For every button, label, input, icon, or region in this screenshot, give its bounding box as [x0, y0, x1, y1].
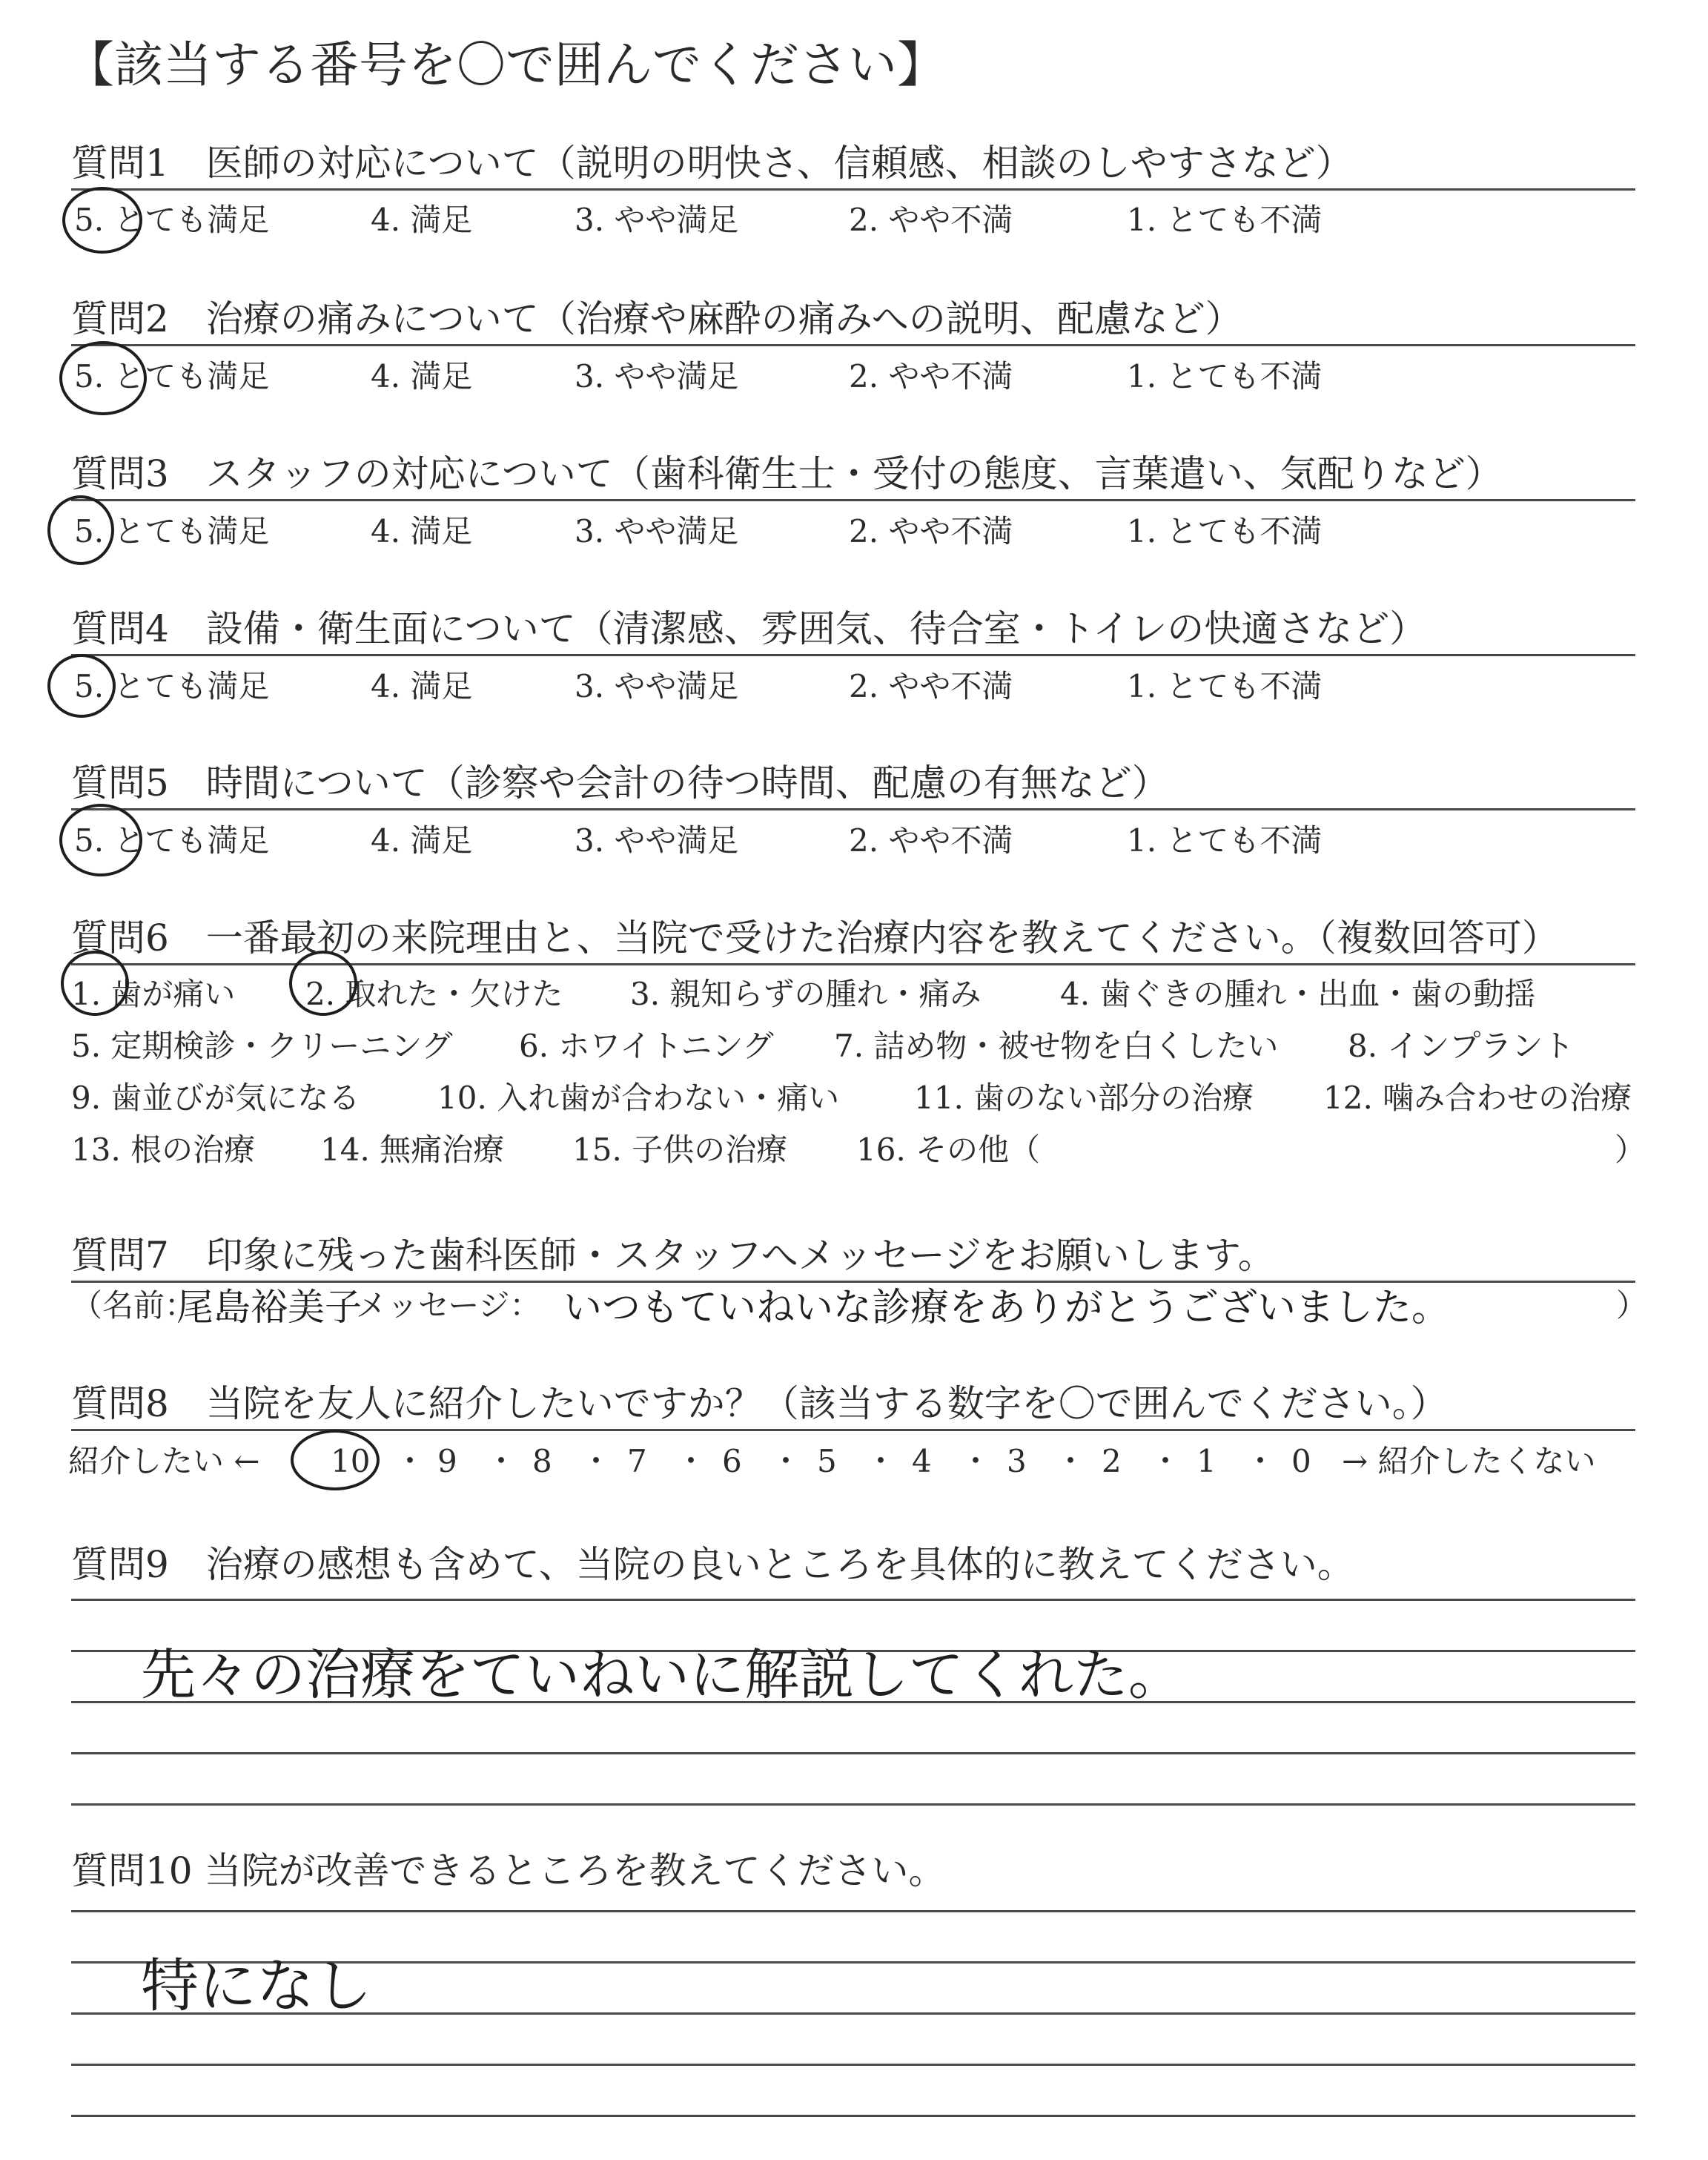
q1-option-3[interactable]: 3. やや満足	[575, 202, 739, 238]
q8-right-label: → 紹介したくない	[1342, 1443, 1596, 1479]
q7-message-label: メッセージ：	[356, 1287, 541, 1324]
q7-title: 質問7 印象に残った歯科医師・スタッフへメッセージをお願いします。	[71, 1234, 1275, 1277]
q6-option-3[interactable]: 3. 親知らずの腫れ・痛み	[630, 976, 982, 1012]
q5-option-3[interactable]: 3. やや満足	[575, 822, 739, 859]
q7-close: ）	[1616, 1287, 1648, 1324]
q4-option-5[interactable]: 5. とても満足	[74, 668, 270, 704]
q3-option-4[interactable]: 4. 満足	[371, 513, 473, 549]
q2-option-1[interactable]: 1. とても不満	[1127, 358, 1323, 394]
q6-option-4[interactable]: 4. 歯ぐきの腫れ・出血・歯の動揺	[1060, 976, 1536, 1012]
q2-option-2[interactable]: 2. やや不満	[849, 358, 1013, 394]
q8-scale-9[interactable]: 9	[437, 1443, 457, 1479]
q5-option-5[interactable]: 5. とても満足	[74, 822, 270, 859]
q6-option-7[interactable]: 7. 詰め物・被せ物を白くしたい	[834, 1028, 1279, 1064]
q6-option-11[interactable]: 11. 歯のない部分の治療	[914, 1080, 1254, 1116]
q2-rule	[71, 344, 1635, 346]
q8-dot: ・	[865, 1443, 897, 1479]
q6-option-13[interactable]: 13. 根の治療	[71, 1132, 256, 1168]
q6-option-15[interactable]: 15. 子供の治療	[572, 1132, 788, 1168]
q6-option-14[interactable]: 14. 無痛治療	[320, 1132, 505, 1168]
q3-option-5[interactable]: 5. とても満足	[74, 513, 270, 549]
q4-selection-circle	[47, 654, 116, 718]
q8-scale-10[interactable]: 10	[331, 1443, 371, 1479]
q3-option-1[interactable]: 1. とても不満	[1127, 513, 1323, 549]
q8-dot: ・	[675, 1443, 707, 1479]
q8-scale-5[interactable]: 5	[817, 1443, 837, 1479]
q1-option-1[interactable]: 1. とても不満	[1127, 202, 1323, 238]
q2-option-3[interactable]: 3. やや満足	[575, 358, 739, 394]
q8-scale-1[interactable]: 1	[1196, 1443, 1217, 1479]
q6-option-6[interactable]: 6. ホワイトニング	[519, 1028, 774, 1064]
q5-title: 質問5 時間について（診察や会計の待つ時間、配慮の有無など）	[71, 762, 1169, 805]
q5-option-4[interactable]: 4. 満足	[371, 822, 473, 859]
q8-dot: ・	[580, 1443, 612, 1479]
q4-rule	[71, 654, 1635, 656]
q6-option-10[interactable]: 10. 入れ歯が合わない・痛い	[437, 1080, 840, 1116]
q3-title: 質問3 スタッフの対応について（歯科衛生士・受付の態度、言葉遣い、気配りなど）	[71, 452, 1503, 495]
q6-selection-circle-1	[61, 951, 129, 1016]
q9-title: 質問9 治療の感想も含めて、当院の良いところを具体的に教えてください。	[71, 1543, 1354, 1586]
q8-dot: ・	[1055, 1443, 1087, 1479]
q7-message-handwritten[interactable]: いつもていねいな診療をありがとうございました。	[563, 1286, 1451, 1330]
q5-option-2[interactable]: 2. やや不満	[849, 822, 1013, 859]
q10-answer-handwritten[interactable]: 特になし	[141, 1953, 373, 2020]
q10-title: 質問10 当院が改善できるところを教えてください。	[71, 1849, 946, 1892]
q6-selection-circle-2	[289, 951, 357, 1016]
q3-selection-circle	[47, 495, 114, 565]
q8-dot: ・	[1150, 1443, 1182, 1479]
q9-line-5	[71, 1803, 1635, 1806]
q8-dot: ・	[1245, 1443, 1277, 1479]
q10-line-1	[71, 1910, 1635, 1912]
q4-option-3[interactable]: 3. やや満足	[575, 668, 739, 704]
q8-rule	[71, 1429, 1635, 1431]
q8-dot: ・	[486, 1443, 517, 1479]
q7-rule	[71, 1281, 1635, 1283]
q8-dot: ・	[394, 1443, 426, 1479]
q8-scale-8[interactable]: 8	[532, 1443, 552, 1479]
q6-option-12[interactable]: 12. 噛み合わせの治療	[1323, 1080, 1632, 1116]
q6-option-2[interactable]: 2. 取れた・欠けた	[305, 976, 563, 1012]
q6-option-16[interactable]: 16. その他（	[856, 1132, 1041, 1168]
q8-scale-6[interactable]: 6	[722, 1443, 742, 1479]
q4-title: 質問4 設備・衛生面について（清潔感、雰囲気、待合室・トイレの快適さなど）	[71, 607, 1427, 650]
q1-selection-circle	[62, 187, 142, 254]
q8-scale-7[interactable]: 7	[627, 1443, 647, 1479]
q10-line-4	[71, 2064, 1635, 2066]
q2-option-4[interactable]: 4. 満足	[371, 358, 473, 394]
q2-title: 質問2 治療の痛みについて（治療や麻酔の痛みへの説明、配慮など）	[71, 297, 1242, 340]
q1-option-5[interactable]: 5. とても満足	[74, 202, 270, 238]
q9-answer-handwritten[interactable]: 先々の治療をていねいに解説してくれた。	[141, 1643, 1183, 1707]
q6-option-9[interactable]: 9. 歯並びが気になる	[71, 1080, 360, 1116]
q6-title: 質問6 一番最初の来院理由と、当院で受けた治療内容を教えてください。（複数回答可）	[71, 916, 1559, 960]
q1-title: 質問1 医師の対応について（説明の明快さ、信頼感、相談のしやすさなど）	[71, 142, 1353, 185]
page-title: 【該当する番号を〇で囲んでください】	[65, 36, 946, 93]
q8-left-label: 紹介したい ←	[68, 1443, 260, 1479]
q5-rule	[71, 808, 1635, 810]
q5-option-1[interactable]: 1. とても不満	[1127, 822, 1323, 859]
q6-option-5[interactable]: 5. 定期検診・クリーニング	[71, 1028, 453, 1064]
q7-name-handwritten[interactable]: 尾島裕美子	[176, 1286, 362, 1329]
q2-selection-circle	[59, 341, 147, 415]
q5-selection-circle	[59, 804, 142, 876]
q3-option-2[interactable]: 2. やや不満	[849, 513, 1013, 549]
q8-dot: ・	[960, 1443, 992, 1479]
q8-scale-3[interactable]: 3	[1007, 1443, 1027, 1479]
q3-rule	[71, 499, 1635, 501]
q6-option-1[interactable]: 1. 歯が痛い	[71, 976, 236, 1012]
q3-option-3[interactable]: 3. やや満足	[575, 513, 739, 549]
q6-option-8[interactable]: 8. インプラント	[1348, 1028, 1575, 1064]
q8-dot: ・	[770, 1443, 802, 1479]
q7-name-label: （名前：	[71, 1287, 196, 1324]
q8-selection-circle	[291, 1430, 380, 1490]
q4-option-4[interactable]: 4. 満足	[371, 668, 473, 704]
q8-scale-0[interactable]: 0	[1291, 1443, 1311, 1479]
q8-scale-2[interactable]: 2	[1102, 1443, 1122, 1479]
q10-line-5	[71, 2115, 1635, 2117]
q9-line-4	[71, 1752, 1635, 1754]
q8-scale-4[interactable]: 4	[912, 1443, 932, 1479]
q4-option-1[interactable]: 1. とても不満	[1127, 668, 1323, 704]
q6-other-close: ）	[1615, 1132, 1646, 1168]
q2-option-5[interactable]: 5. とても満足	[74, 358, 270, 394]
q8-title: 質問8 当院を友人に紹介したいですか？（該当する数字を〇で囲んでください。）	[71, 1382, 1448, 1425]
q4-option-2[interactable]: 2. やや不満	[849, 668, 1013, 704]
q1-rule	[71, 188, 1635, 191]
q9-line-1	[71, 1599, 1635, 1601]
q1-option-2[interactable]: 2. やや不満	[849, 202, 1013, 238]
q1-option-4[interactable]: 4. 満足	[371, 202, 473, 238]
